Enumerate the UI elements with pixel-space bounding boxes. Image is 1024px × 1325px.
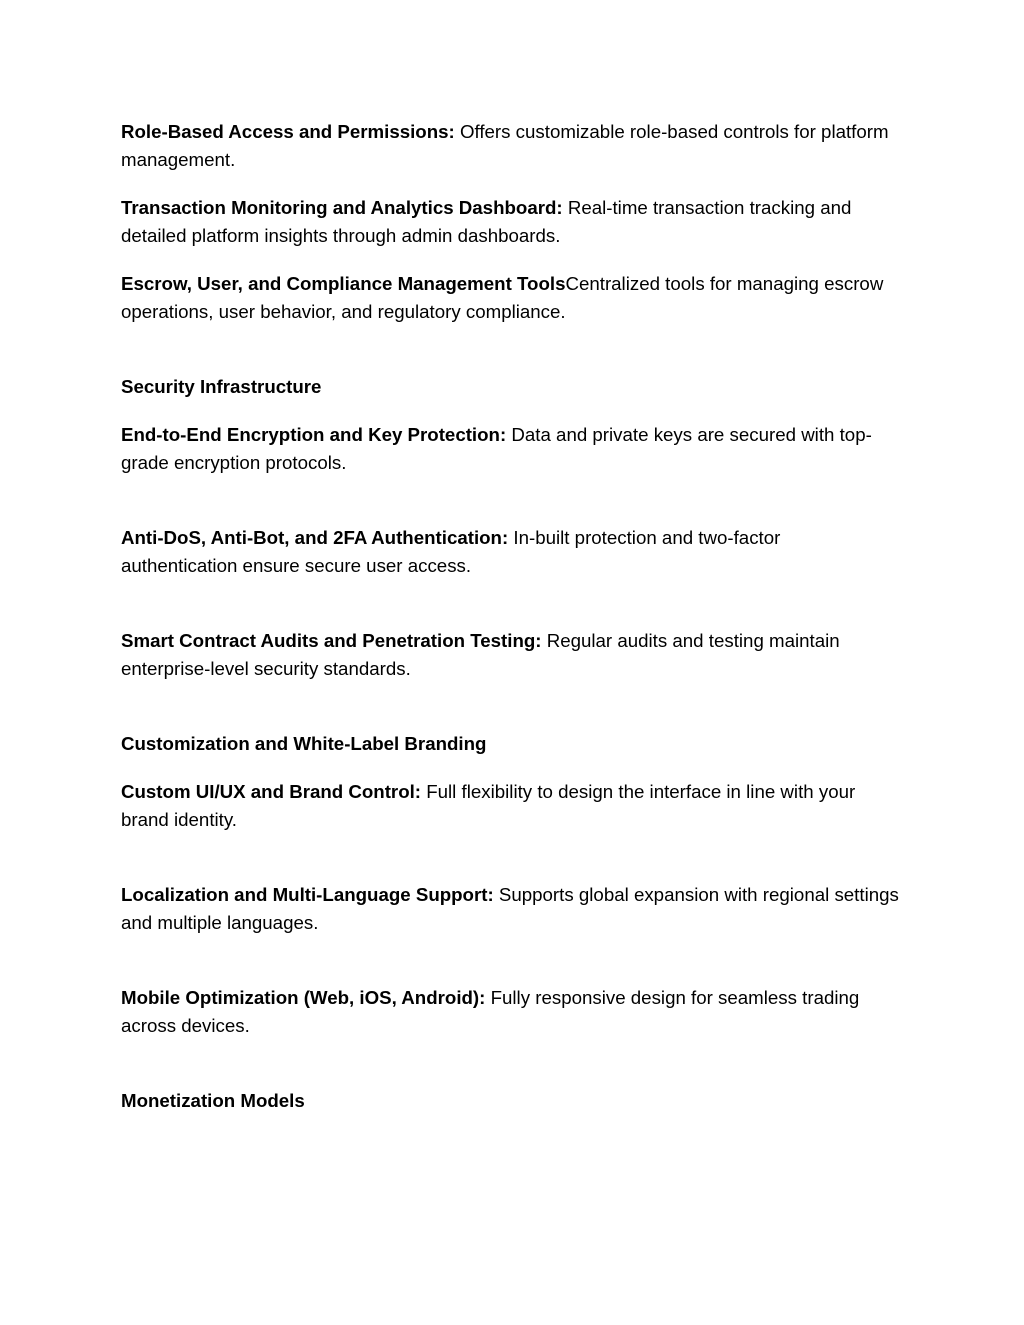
- paragraph-body: Supports global expansion with regional settings and multiple languages.: [121, 884, 899, 933]
- paragraph-body: Centralized tools for managing escrow operations, user behavior, and regulatory compliance.: [121, 273, 884, 322]
- document-page: [121, 118, 901, 1115]
- paragraph-body: Data and private keys are secured with top-grade encryption protocols.: [121, 424, 872, 473]
- paragraph-body: Real-time transaction tracking and detailed platform insights through admin dashboards.: [121, 197, 852, 246]
- paragraph-anti-dos: [121, 524, 901, 580]
- paragraph-localization: [121, 881, 901, 937]
- paragraph-escrow-tools: [121, 270, 901, 326]
- paragraph-bold-lead: Mobile Optimization (Web, iOS, Android):: [121, 987, 486, 1008]
- section-heading-customization: Customization and White-Label Branding: [121, 733, 487, 754]
- paragraph-mobile-optimization: [121, 984, 901, 1040]
- paragraph-bold-lead: Anti-DoS, Anti-Bot, and 2FA Authentication:: [121, 527, 509, 548]
- paragraph-bold-lead: Role-Based Access and Permissions:: [121, 121, 455, 142]
- paragraph-body: Regular audits and testing maintain enterprise-level security standards.: [121, 630, 840, 679]
- paragraph-role-based-access: [121, 118, 901, 174]
- paragraph-body: Fully responsive design for seamless trading across devices.: [121, 987, 860, 1036]
- paragraph-bold-lead: Custom UI/UX and Brand Control:: [121, 781, 422, 802]
- paragraph-transaction-monitoring: [121, 194, 901, 250]
- paragraph-body: In-built protection and two-factor authentication ensure secure user access.: [121, 527, 781, 576]
- paragraph-bold-lead: Escrow, User, and Compliance Management Tools: [121, 273, 566, 294]
- paragraph-bold-lead: Localization and Multi-Language Support:: [121, 884, 494, 905]
- paragraph-bold-lead: Transaction Monitoring and Analytics Dashboard:: [121, 197, 563, 218]
- paragraph-smart-contract-audits: [121, 627, 901, 683]
- section-heading-monetization: Monetization Models: [121, 1090, 305, 1111]
- paragraph-encryption: [121, 421, 901, 477]
- paragraph-custom-ui: [121, 778, 901, 834]
- paragraph-bold-lead: Smart Contract Audits and Penetration Testing:: [121, 630, 542, 651]
- section-heading-security: Security Infrastructure: [121, 376, 322, 397]
- paragraph-bold-lead: End-to-End Encryption and Key Protection:: [121, 424, 507, 445]
- paragraph-body: Offers customizable role-based controls for platform management.: [121, 121, 889, 170]
- paragraph-body: Full flexibility to design the interface in line with your brand identity.: [121, 781, 856, 830]
